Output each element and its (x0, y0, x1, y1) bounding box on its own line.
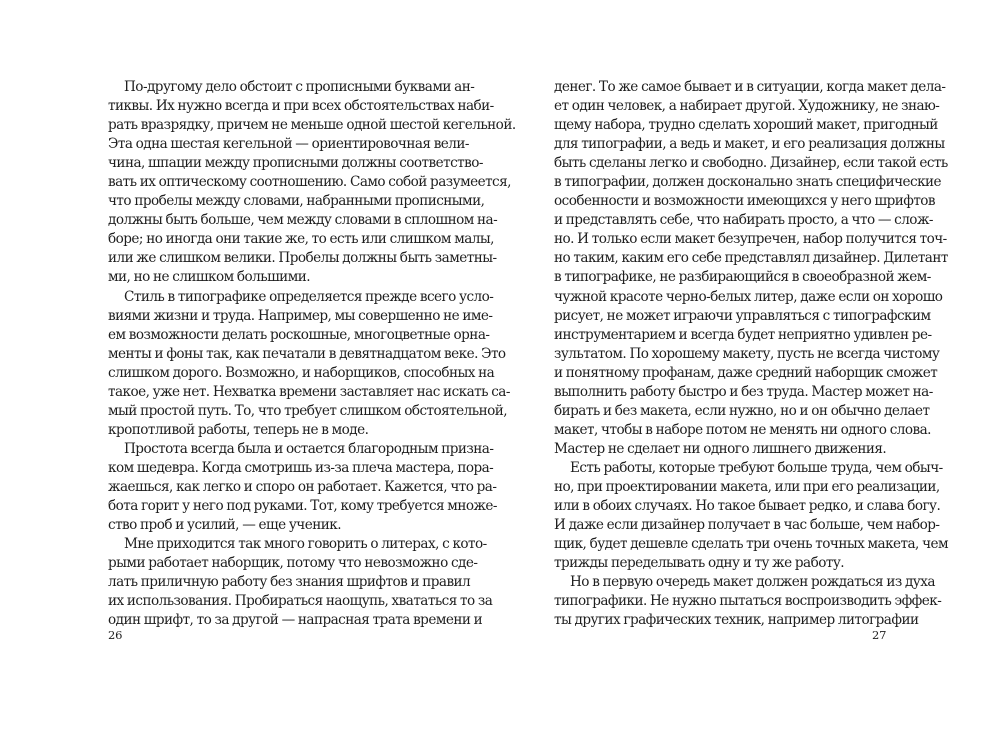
text-line: тиквы. Их нужно всегда и при всех обстоятельствах наби- (108, 98, 494, 115)
text-line: должны быть больше, чем между словами в сплошном на- (108, 212, 498, 229)
text-line: и понятному профанам, даже средний наборщик сможет (554, 364, 938, 381)
text-line: ем возможности делать роскошные, многоцветные орна- (108, 326, 490, 343)
text-line: Стиль в типографике определяется прежде всего усло- (124, 288, 494, 305)
text-line: макет, чтобы в наборе потом не менять ни одного слова. (554, 421, 931, 438)
text-line: чужной красоте черно-белых литер, даже если он хорошо (554, 288, 943, 305)
text-line: рать вразрядку, причем не меньше одной шестой кегельной. (108, 117, 516, 134)
text-line: бота горит у него под руками. Тот, кому требуется множе- (108, 498, 497, 515)
text-line: или в обоих случаях. Но такое бывает редко, и слава богу. (554, 498, 941, 515)
text-line: в типографии, должен досконально знать специфические (554, 174, 942, 191)
text-line: Но в первую очередь макет должен рождаться из духа (570, 574, 935, 591)
text-line: Мне приходится так много говорить о литерах, с кото- (124, 536, 487, 553)
text-line: боре; но иногда они такие же, то есть или слишком малы, (108, 231, 494, 248)
text-line: Эта одна шестая кегельной — ориентировочная вели- (108, 136, 469, 153)
text-line: слишком дорого. Возможно, и наборщиков, способных на (108, 364, 495, 381)
right-page-number: 27 (872, 628, 887, 642)
text-line: выполнить работу быстро и без труда. Мастер может на- (554, 383, 933, 400)
text-line: типографики. Не нужно пытаться воспроизводить эффек- (554, 593, 942, 610)
text-line: рисует, не может играючи управляться с типографским (554, 307, 931, 324)
text-line: ми, но не слишком большими. (108, 269, 310, 286)
text-line: Мастер не сделает ни одного лишнего движения. (554, 440, 887, 457)
text-line: ком шедевра. Когда смотришь из-за плеча мастера, пора- (108, 459, 494, 476)
text-line: виями жизни и труда. Например, мы совершенно не име- (108, 307, 493, 324)
left-page-text (108, 78, 516, 630)
text-line: но. И только если макет безупречен, набор получится точ- (554, 231, 947, 248)
text-line: менты и фоны так, как печатали в девятнадцатом веке. Это (108, 345, 506, 362)
text-line: ство проб и усилий, — еще ученик. (108, 517, 341, 534)
text-line: щик, будет дешевле сделать три очень точных макета, чем (554, 536, 949, 553)
text-line: зультатом. По хорошему макету, пусть не всегда чистому (554, 345, 940, 362)
text-line: бирать и без макета, если нужно, но и он обычно делает (554, 402, 930, 419)
text-line: и представлять себе, что набирать просто, а что — слож- (554, 212, 933, 229)
text-line: их использования. Пробираться наощупь, хвататься то за (108, 593, 493, 610)
text-line: инструментарием и всегда будет неприятно удивлен ре- (554, 326, 932, 343)
text-line: но, при проектировании макета, или при его реализации, (554, 478, 940, 495)
text-line: вать их оптическому соотношению. Само собой разумеется, (108, 174, 511, 191)
text-line: Простота всегда была и остается благородным призна- (124, 440, 494, 457)
text-line: ет один человек, а набирает другой. Художнику, не знаю- (554, 98, 940, 115)
text-line: чина, шпации между прописными должны соответство- (108, 155, 483, 172)
text-line: трижды переделывать одну и ту же работу. (554, 555, 845, 572)
text-line: рыми работает наборщик, потому что невозможно сде- (108, 555, 478, 572)
text-line: ты других графических техник, например литографии (554, 612, 919, 629)
text-line: денег. То же самое бывает и в ситуации, когда макет дела- (554, 79, 946, 95)
right-page (500, 0, 1000, 750)
text-line: щему набора, трудно сделать хороший макет, пригодный (554, 117, 938, 134)
text-line: в типографике, не разбирающийся в своеобразной жем- (554, 269, 931, 286)
text-line: кропотливой работы, теперь не в моде. (108, 421, 369, 438)
text-line: И даже если дизайнер получает в час больше, чем набор- (554, 517, 940, 534)
text-line: особенности и возможности имеющихся у него шрифтов (554, 193, 936, 210)
text-line: мый простой путь. То, что требует слишком обстоятельной, (108, 402, 507, 419)
text-line: что пробелы между словами, набранными прописными, (108, 193, 485, 210)
text-line: для типографии, а ведь и макет, и его реализация должны (554, 136, 945, 153)
left-page-number: 26 (108, 628, 123, 642)
right-page-text (554, 78, 949, 630)
text-line: быть сделаны легко и свободно. Дизайнер, если такой есть (554, 155, 948, 172)
text-line: или же слишком велики. Пробелы должны быть заметны- (108, 250, 497, 267)
text-line: но таким, каким его себе представлял дизайнер. Дилетант (554, 250, 948, 267)
text-line: По-другому дело обстоит с прописными буквами ан- (124, 79, 475, 95)
text-line: Есть работы, которые требуют больше труда, чем обыч- (570, 459, 943, 476)
text-line: один шрифт, то за другой — напрасная трата времени и (108, 612, 483, 629)
text-line: такое, уже нет. Нехватка времени заставляет нас искать са- (108, 383, 510, 400)
text-line: лать приличную работу без знания шрифтов и правил (108, 574, 471, 591)
text-line: жаешься, как легко и споро он работает. Кажется, что ра- (108, 478, 497, 495)
